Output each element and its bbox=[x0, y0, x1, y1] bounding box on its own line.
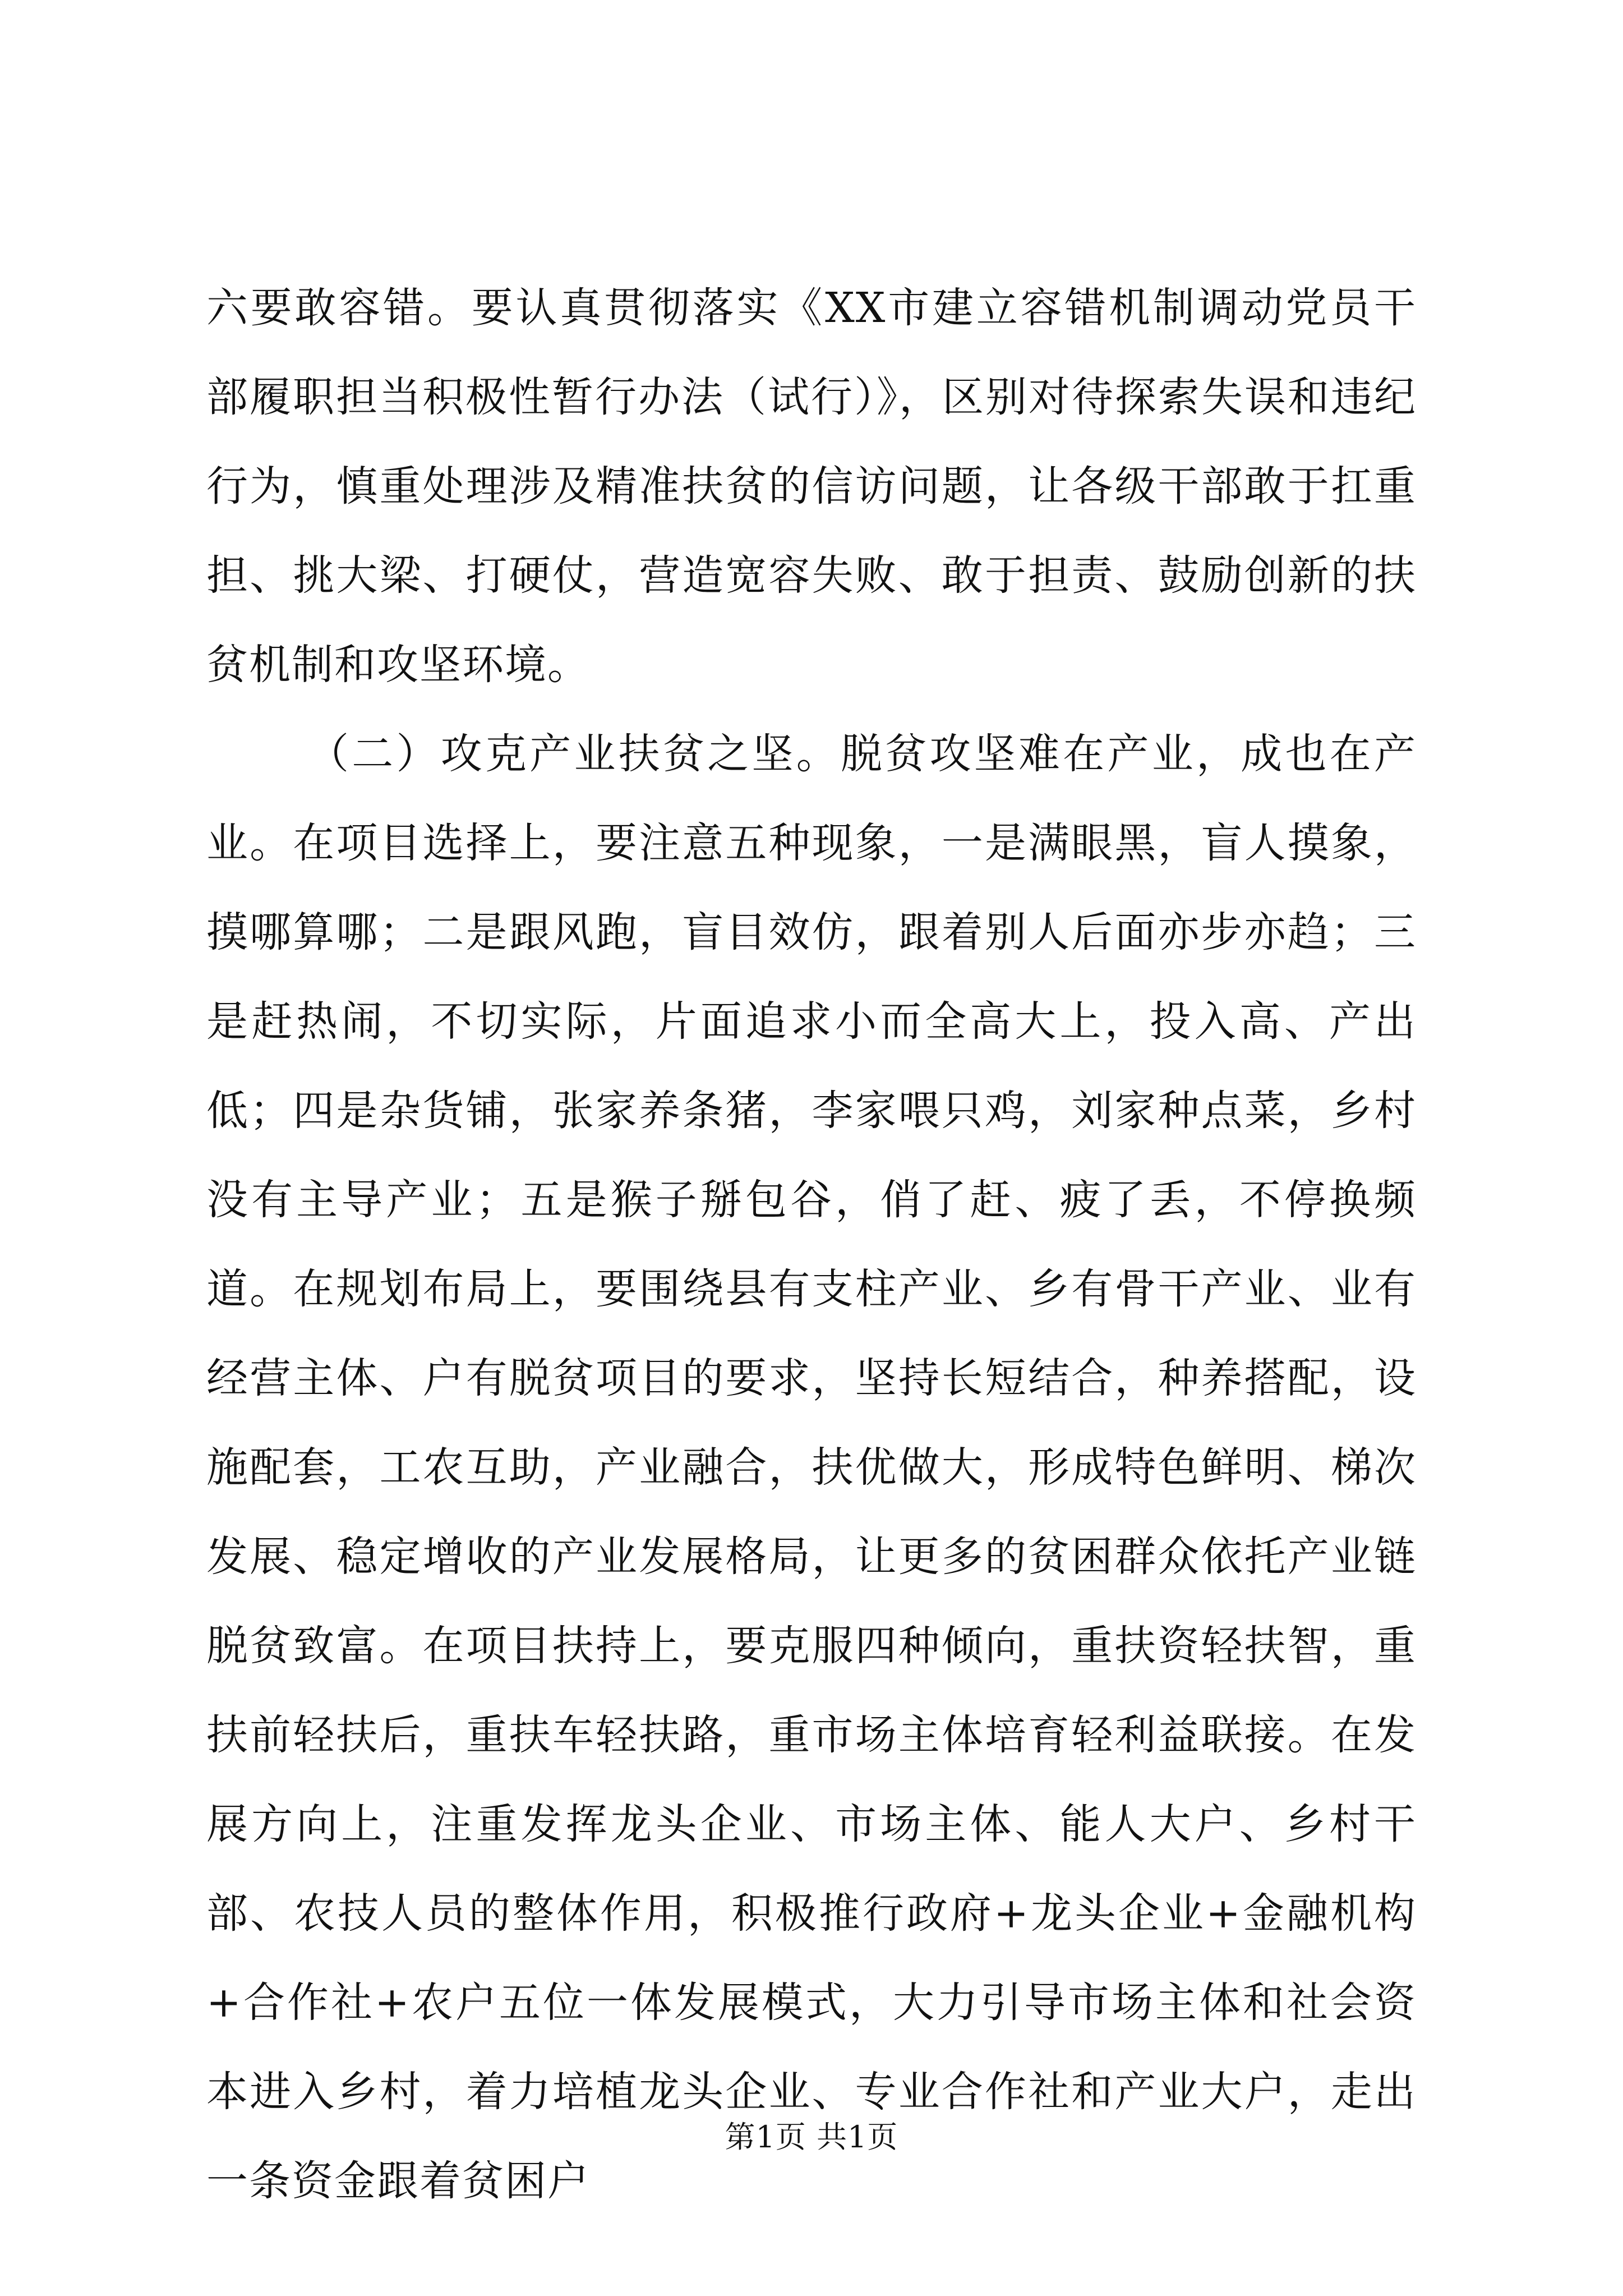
paragraph-industry-poverty: （二）攻克产业扶贫之坚。脱贫攻坚难在产业，成也在产业。在项目选择上，要注意五种现象，一是满眼黑，盲人摸象，摸哪算哪；二是跟风跑，盲目效仿，跟着别人后面亦步亦趋；三是赶热闹，不切实际，片面追求小而全高大上，投入高、产出低；四是杂货铺，张家养条猪，李家喂只鸡，刘家种点菜，乡村没有主导产业；五是猴子掰包谷，俏了赶、疲了丢，不停换频道。在规划布局上，要围绕县有支柱产业、乡有骨干产业、业有经营主体、户有脱贫项目的要求，坚持长短结合，种养搭配，设施配套，工农互助，产业融合，扶优做大，形成特色鲜明、梯次发展、稳定增收的产业发展格局，让更多的贫困群众依托产业链脱贫致富。在项目扶持上，要克服四种倾向，重扶资轻扶智，重扶前轻扶后，重扶车轻扶路，重市场主体培育轻利益联接。在发展方向上，注重发挥龙头企业、市场主体、能人大户、乡村干部、农技人员的整体作用，积极推行政府+龙头企业+金融机构+合作社+农户五位一体发展模式，大力引导市场主体和社会资本进入乡村，着力培植龙头企业、专业合作社和产业大户，走出一条资金跟着贫困户 bbox=[206, 730, 1417, 2205]
page-footer: 第1页 共1页 bbox=[725, 2119, 898, 2155]
paragraph-tolerance: 六要敢容错。要认真贯彻落实《XX市建立容错机制调动党员干部履职担当积极性暂行办法（试行）》，区别对待探索失误和违纪行为，慎重处理涉及精准扶贫的信访问题，让各级干部敢于扛重担、挑大梁、打硬仗，营造宽容失败、敢于担责、鼓励创新的扶贫机制和攻坚环境。 bbox=[206, 284, 1417, 689]
document-body bbox=[206, 264, 1417, 2226]
